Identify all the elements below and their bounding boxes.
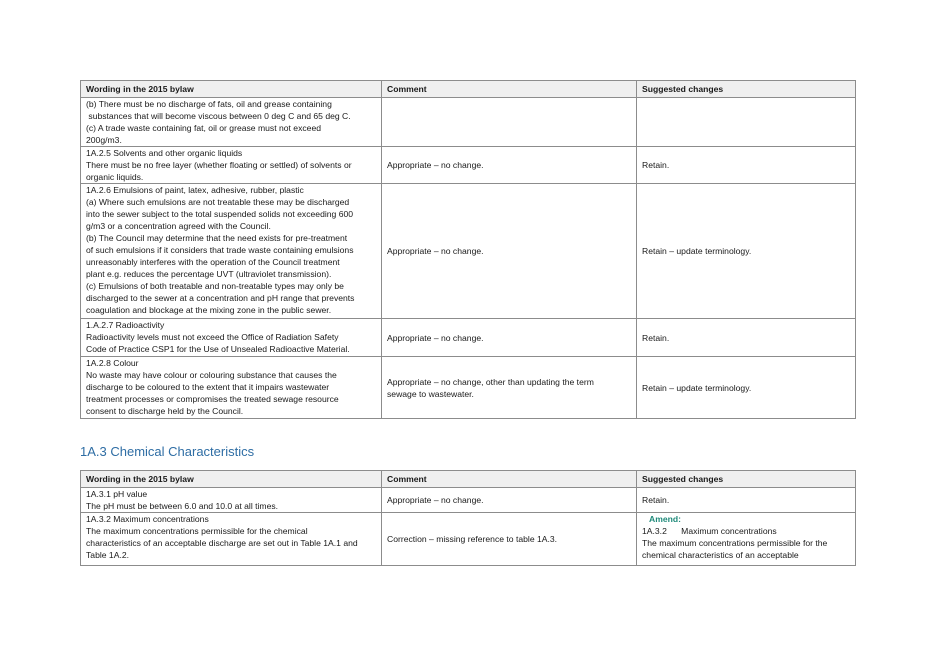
wording-cell (81, 319, 382, 357)
bylaw-review-table-2 (80, 470, 856, 566)
wording-line: (b) There must be no discharge of fats, oil and grease containing (86, 99, 332, 109)
wording-line: Radioactivity levels must not exceed the Office of Radiation Safety (86, 332, 339, 342)
table-row (81, 98, 856, 147)
comment-cell (382, 98, 637, 147)
wording-cell (81, 488, 382, 513)
wording-line: (c) Emulsions of both treatable and non-treatable types may only be (86, 281, 344, 291)
comment-cell (382, 147, 637, 184)
wording-line: of such emulsions if it considers that trade waste containing emulsions (86, 245, 354, 255)
suggested-line: 1A.3.2 Maximum concentrations (642, 526, 777, 536)
wording-line: (b) The Council may determine that the need exists for pre-treatment (86, 233, 348, 243)
comment-cell (382, 488, 637, 513)
comment-cell (382, 184, 637, 319)
table-row (81, 147, 856, 184)
wording-line: Table 1A.2. (86, 550, 129, 560)
column-header-comment: Comment (382, 471, 637, 488)
suggested-cell: Retain. (637, 488, 856, 513)
wording-line: coagulation and blockage at the mixing zone in the public sewer. (86, 305, 332, 315)
suggested-cell (637, 98, 856, 147)
amend-label: Amend: (649, 514, 681, 524)
wording-line: There must be no free layer (whether floating or settled) of solvents or (86, 160, 352, 170)
wording-line: 1A.3.2 Maximum concentrations (86, 514, 209, 524)
comment-line: Appropriate – no change. (387, 332, 484, 343)
wording-line: plant e.g. reduces the percentage UVT (ultraviolet transmission). (86, 269, 332, 279)
suggested-cell: Retain – update terminology. (637, 357, 856, 419)
wording-line: 1A.3.1 pH value (86, 489, 148, 499)
suggested-line: chemical characteristics of an acceptable (642, 550, 799, 560)
wording-line: treatment processes or compromises the treated sewage resource (86, 394, 339, 404)
wording-line: (c) A trade waste containing fat, oil or grease must not exceed (86, 123, 322, 133)
comment-line: Appropriate – no change. (387, 246, 484, 256)
table-row (81, 488, 856, 513)
table-row (81, 357, 856, 419)
column-header-comment: Comment (382, 81, 637, 98)
wording-line: The pH must be between 6.0 and 10.0 at all times. (86, 501, 279, 511)
wording-line: unreasonably interferes with the operation of the Council treatment (86, 257, 340, 267)
column-header-suggested: Suggested changes (637, 471, 856, 488)
wording-cell (81, 147, 382, 184)
wording-line: (a) Where such emulsions are not treatable these may be discharged (86, 197, 350, 207)
wording-line: characteristics of an acceptable discharge are set out in Table 1A.1 and (86, 538, 358, 548)
table-header-row (81, 81, 856, 98)
comment-line: Correction – missing reference to table 1A.3. (387, 534, 558, 544)
suggested-cell (637, 513, 856, 566)
comment-line: sewage to wastewater. (387, 388, 474, 399)
comment-line: Appropriate – no change. (387, 495, 484, 505)
comment-cell (382, 319, 637, 357)
column-header-suggested: Suggested changes (637, 81, 856, 98)
wording-line: organic liquids. (86, 172, 144, 182)
wording-cell (81, 513, 382, 566)
wording-line: The maximum concentrations permissible for the chemical (86, 526, 308, 536)
column-header-wording: Wording in the 2015 bylaw (81, 81, 382, 98)
comment-line: Appropriate – no change, other than updating the term (387, 376, 594, 387)
wording-line: discharged to the sewer at a concentration and pH range that prevents (86, 293, 355, 303)
wording-cell (81, 98, 382, 147)
comment-cell (382, 513, 637, 566)
wording-line: into the sewer subject to the total suspended solids not exceeding 600 (86, 209, 354, 219)
wording-line: No waste may have colour or colouring substance that causes the (86, 370, 337, 380)
wording-line: 200g/m3. (86, 135, 122, 145)
table-header-row (81, 471, 856, 488)
comment-line: Appropriate – no change. (387, 160, 484, 170)
comment-cell (382, 357, 637, 419)
table-row (81, 513, 856, 566)
wording-line: 1.A.2.7 Radioactivity (86, 320, 165, 330)
suggested-cell: Retain – update terminology. (637, 184, 856, 319)
table-row (81, 319, 856, 357)
wording-line: Code of Practice CSP1 for the Use of Unsealed Radioactive Material. (86, 344, 350, 354)
section-heading: 1A.3 Chemical Characteristics (80, 444, 255, 459)
wording-line: 1A.2.5 Solvents and other organic liquids (86, 148, 243, 158)
wording-cell (81, 357, 382, 419)
wording-line: substances that will become viscous between 0 deg C and 65 deg C. (86, 111, 351, 121)
suggested-cell: Retain. (637, 319, 856, 357)
wording-line: g/m3 or a concentration agreed with the Council. (86, 221, 271, 231)
column-header-wording: Wording in the 2015 bylaw (81, 471, 382, 488)
suggested-cell: Retain. (637, 147, 856, 184)
wording-line: consent to discharge held by the Council. (86, 406, 244, 416)
wording-cell (81, 184, 382, 319)
wording-line: discharge to be coloured to the extent that it impairs wastewater (86, 382, 330, 392)
wording-line: 1A.2.8 Colour (86, 358, 139, 368)
bylaw-review-table-1 (80, 80, 856, 419)
table-row (81, 184, 856, 319)
suggested-line: The maximum concentrations permissible for the (642, 538, 828, 548)
wording-line: 1A.2.6 Emulsions of paint, latex, adhesive, rubber, plastic (86, 185, 304, 195)
